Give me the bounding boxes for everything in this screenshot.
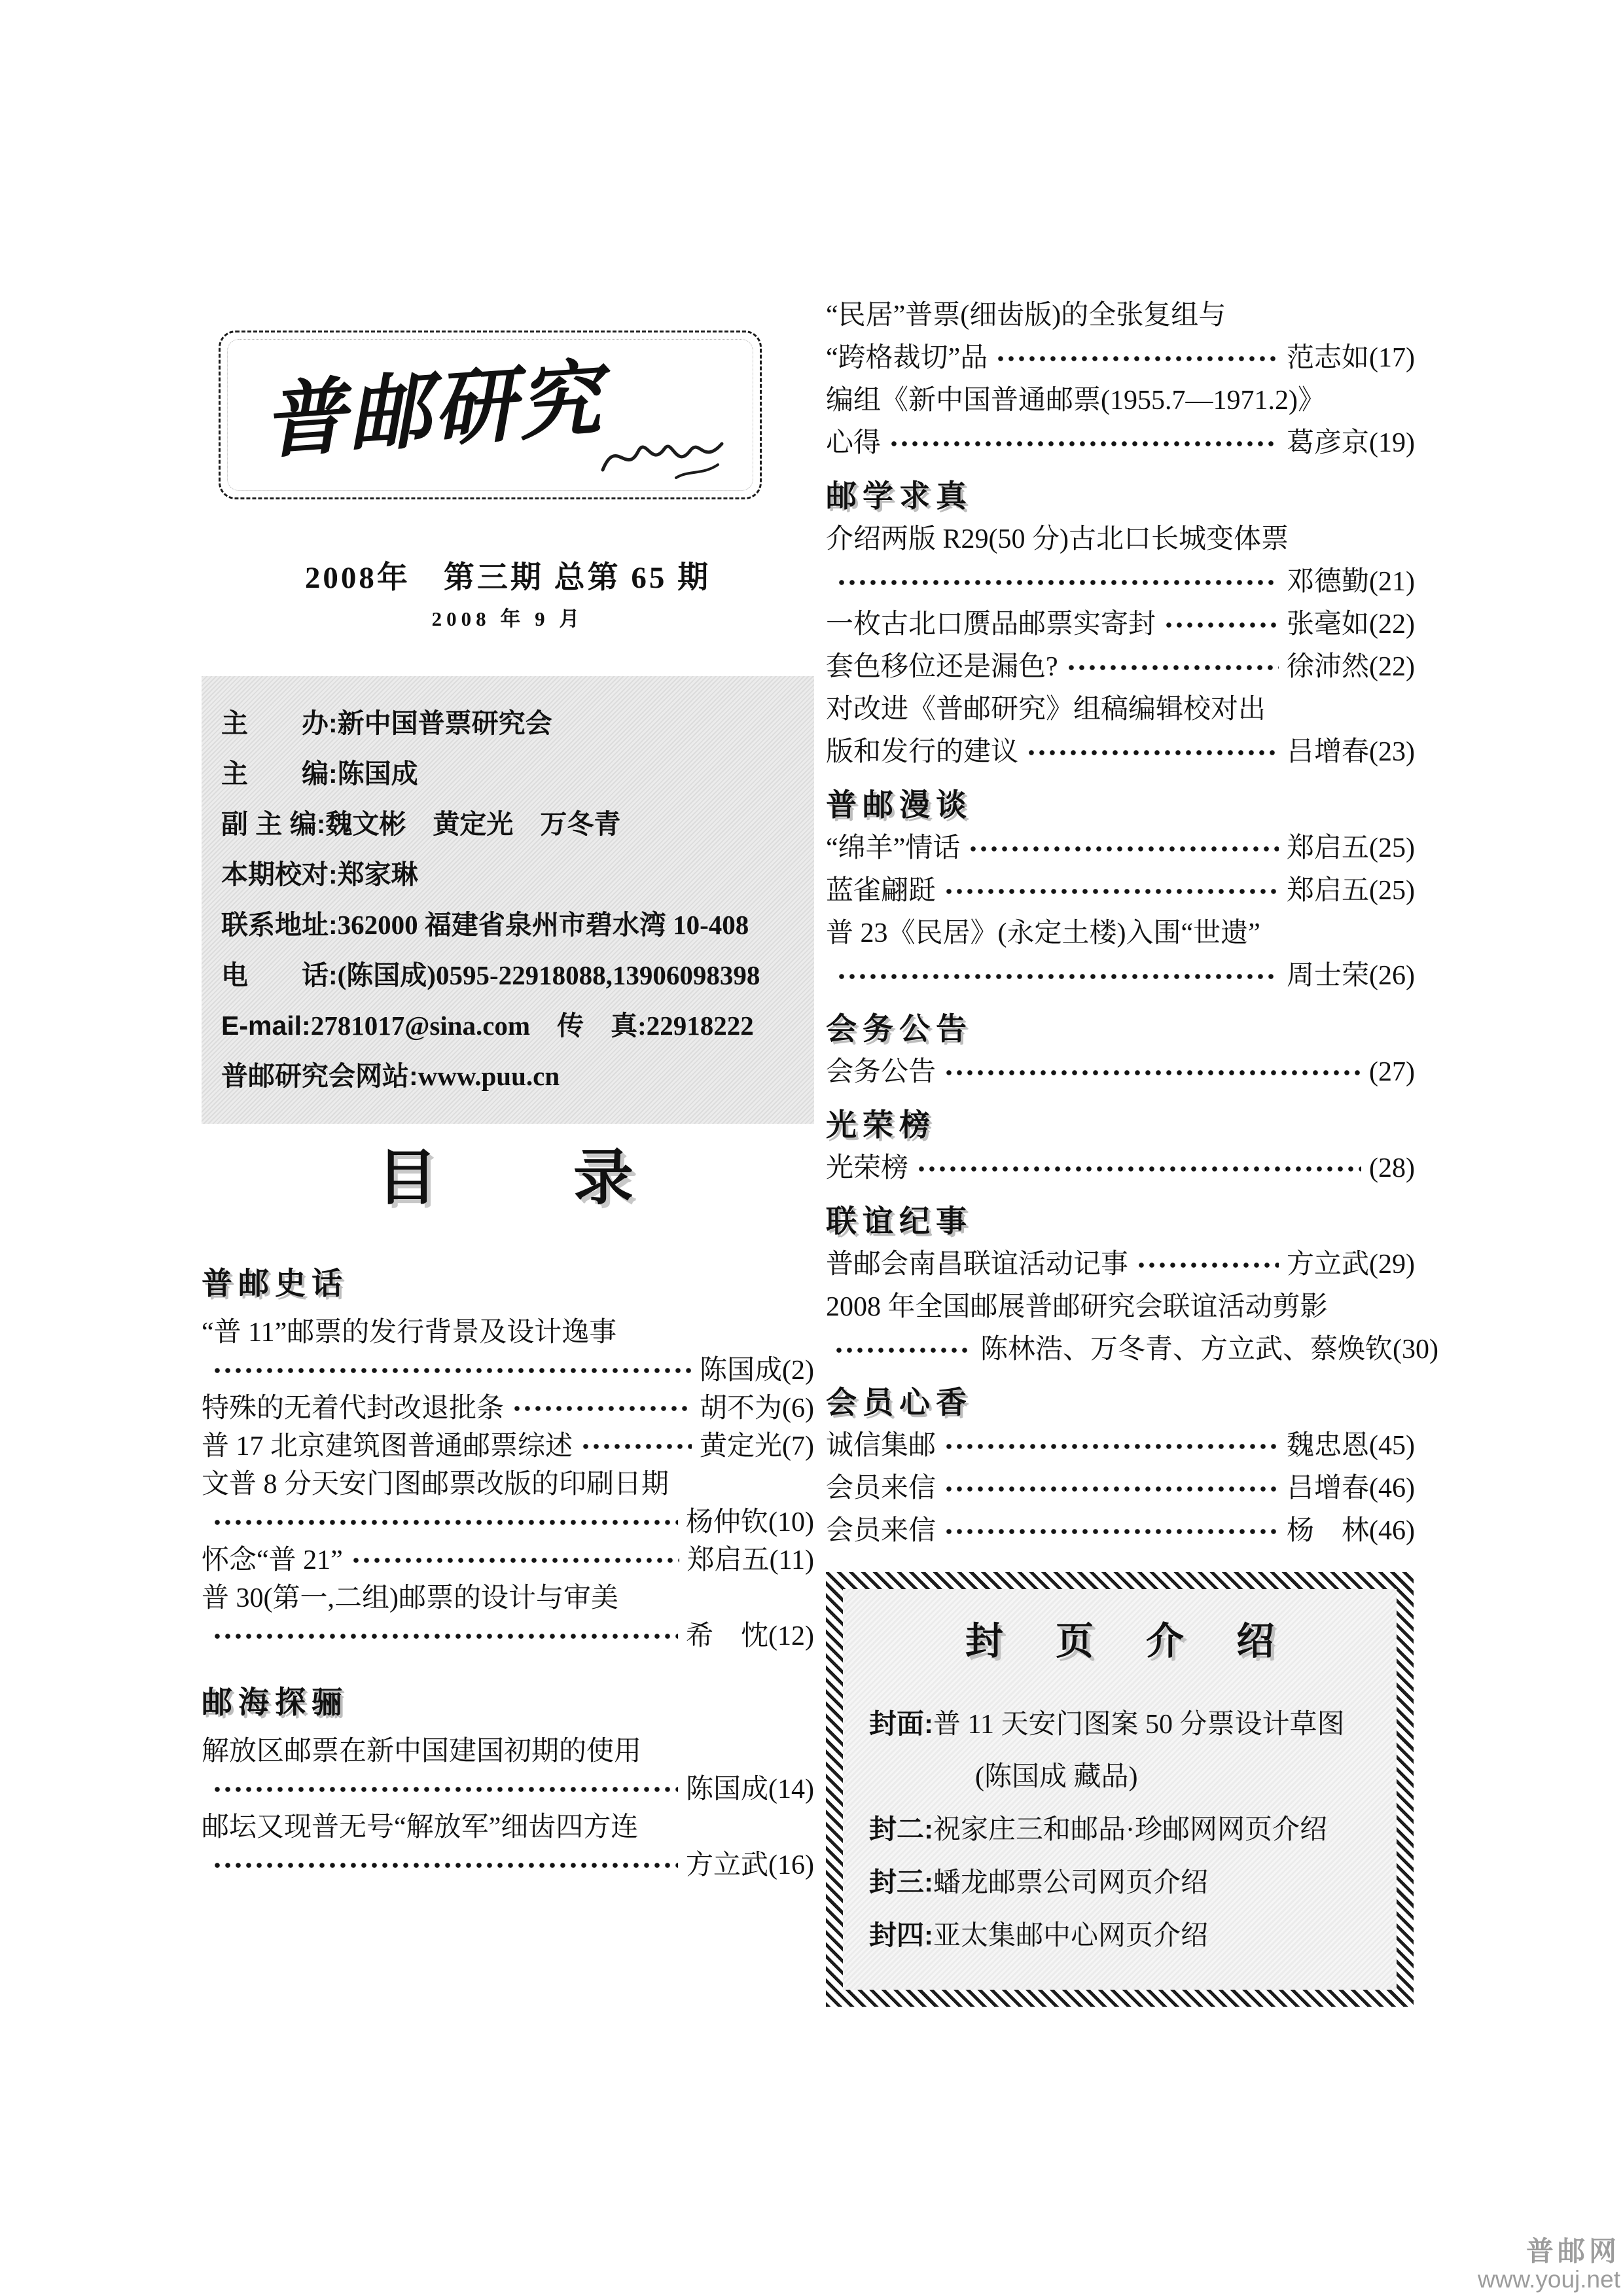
toc-entry	[826, 646, 1415, 689]
watermark-site-name: 普邮网	[1525, 2235, 1620, 2268]
entry-author: 陈国成	[686, 1774, 769, 1804]
entry-author: 葛彦京	[1287, 428, 1370, 458]
entry-page-number: (19)	[1369, 428, 1415, 458]
toc-entry	[202, 1352, 814, 1390]
toc-entry-title	[826, 912, 1415, 955]
cover-item-label: 封四:	[869, 1920, 933, 1950]
info-line-value: www.puu.cn	[418, 1061, 560, 1091]
toc-entry	[202, 1541, 814, 1579]
section-header: 会员心香	[826, 1385, 972, 1420]
entry-title-text: 特殊的无着代封改退批条	[202, 1393, 505, 1424]
toc-entry-title	[826, 518, 1415, 561]
entry-page-number: (27)	[1369, 1057, 1415, 1087]
info-line	[221, 850, 794, 900]
toc-entry-title	[826, 689, 1415, 731]
right-column	[826, 295, 1438, 2007]
toc-entry	[826, 561, 1415, 603]
toc-entry	[202, 1770, 814, 1808]
toc-right-sections	[826, 295, 1438, 1552]
entry-title-text: 会务公告	[826, 1057, 936, 1087]
entry-page-number: (12)	[768, 1621, 814, 1651]
toc-entry-title	[826, 295, 1415, 337]
cover-item-text: (陈国成 藏品)	[975, 1762, 1138, 1792]
info-line-label: E-mail:	[221, 1011, 311, 1041]
entry-title-text: “普 11”邮票的发行背景及设计逸事	[202, 1318, 617, 1348]
entry-title-text: 普 17 北京建筑图普通邮票综述	[202, 1431, 573, 1462]
entry-title-text: 普 23《民居》(永定土楼)入围“世遗”	[826, 918, 1260, 948]
toc-entry	[826, 337, 1415, 380]
toc-section	[826, 1199, 1438, 1371]
entry-author: 希 忱	[686, 1621, 769, 1651]
entry-page-number: (10)	[768, 1507, 814, 1537]
dots-leader	[1026, 747, 1279, 758]
info-line	[221, 950, 794, 1001]
entry-title-text: 普 30(第一,二组)邮票的设计与审美	[202, 1583, 618, 1613]
entry-page-number: (26)	[1369, 961, 1415, 991]
cover-item	[869, 1803, 1370, 1856]
section-header: 普邮史话	[202, 1266, 348, 1300]
dots-leader	[836, 971, 1279, 982]
toc-entry-authors	[826, 1329, 1438, 1371]
dots-leader	[212, 1860, 678, 1871]
dots-leader	[351, 1555, 679, 1566]
entry-author: 张毫如	[1287, 609, 1370, 639]
entry-author: 方立武	[686, 1850, 769, 1880]
issue-date: 2008 年 9 月	[431, 607, 584, 630]
entry-page-number: (29)	[1369, 1249, 1415, 1280]
toc-entry-title	[202, 1465, 814, 1503]
entry-title-text: 介绍两版 R29(50 分)古北口长城变体票	[826, 524, 1289, 554]
entry-author: 吕增春	[1287, 737, 1370, 767]
info-line-label: 电 话:	[221, 960, 338, 990]
toc-section	[826, 474, 1415, 774]
entry-title-text: “绵羊”情话	[826, 833, 961, 863]
entry-title-text: 一枚古北口赝品邮票实寄封	[826, 609, 1156, 639]
info-line	[221, 799, 794, 850]
entry-page-number: (6)	[782, 1393, 814, 1424]
entry-author: 胡不为	[700, 1393, 783, 1424]
info-line	[221, 1051, 794, 1102]
dots-leader	[916, 1164, 1361, 1174]
journal-logo-calligraphy: 普邮研究	[260, 350, 607, 470]
toc-left-sections	[202, 1263, 814, 1884]
entry-title-text: 普邮会南昌联谊活动记事	[826, 1249, 1129, 1280]
dots-leader	[968, 844, 1279, 854]
toc-entry	[826, 827, 1415, 870]
toc-entry-title	[202, 1732, 814, 1770]
entry-page-number: (45)	[1369, 1431, 1415, 1461]
dots-leader	[944, 1526, 1279, 1537]
watermark-site-url: www.youj.net	[1478, 2266, 1620, 2293]
toc-entry-title	[202, 1579, 814, 1617]
toc-entry-title	[826, 1286, 1415, 1329]
info-line	[221, 900, 794, 950]
entry-page-number: (22)	[1369, 609, 1415, 639]
site-watermark	[1478, 2236, 1620, 2293]
toc-section	[826, 1380, 1415, 1552]
toc-entry-title	[202, 1314, 814, 1352]
entry-author: 邓德勤	[1287, 567, 1370, 597]
info-line-value: 362000 福建省泉州市碧水湾 10-408	[337, 910, 749, 940]
entry-page-number: (22)	[1369, 652, 1415, 682]
info-line-value: 陈国成	[337, 759, 418, 789]
toc-entry	[826, 955, 1415, 997]
info-line-label: 副 主 编:	[221, 809, 326, 839]
dots-leader	[834, 1345, 972, 1355]
toc-entry-title	[202, 1808, 814, 1846]
toc-section	[826, 295, 1415, 465]
entry-page-number: (25)	[1369, 876, 1415, 906]
entry-author: 范志如	[1287, 343, 1370, 373]
toc-entry-title	[826, 380, 1415, 422]
info-line	[221, 749, 794, 799]
info-line-value: (陈国成)0595-22918088,13906098398	[337, 960, 760, 990]
cover-item-label: 封面:	[869, 1708, 933, 1739]
entry-author: 陈国成	[700, 1355, 783, 1386]
dots-leader	[889, 439, 1279, 449]
cover-item-text: 普 11 天安门图案 50 分票设计草图	[933, 1710, 1345, 1740]
dots-leader	[944, 1067, 1361, 1078]
cover-pages-box	[826, 1572, 1414, 2007]
dots-leader	[836, 577, 1279, 588]
section-header: 会务公告	[826, 1011, 972, 1046]
toc-section	[826, 783, 1415, 997]
dots-leader	[1136, 1260, 1279, 1270]
cover-item	[869, 1856, 1370, 1909]
left-column	[202, 331, 814, 1884]
cover-item-text: 祝家庄三和邮品·珍邮网网页介绍	[933, 1815, 1327, 1845]
toc-title: 目 录	[376, 1145, 639, 1211]
toc-section	[202, 1263, 814, 1655]
entry-title-text: 会员来信	[826, 1516, 936, 1546]
entry-title-text: “民居”普票(细齿版)的全张复组与	[826, 300, 1226, 331]
dots-leader	[512, 1403, 692, 1414]
dots-leader	[580, 1441, 692, 1452]
dots-leader	[1066, 662, 1279, 673]
section-header: 联谊纪事	[826, 1204, 972, 1238]
entry-title-text: 诚信集邮	[826, 1431, 936, 1461]
entry-title-text: 2008 年全国邮展普邮研究会联谊活动剪影	[826, 1292, 1328, 1322]
entry-title-text: 蓝雀翩跹	[826, 876, 936, 906]
entry-page-number: (7)	[782, 1431, 814, 1462]
section-header: 邮海探骊	[202, 1685, 348, 1719]
toc-entry	[202, 1617, 814, 1655]
info-line-value: 新中国普票研究会	[337, 708, 552, 738]
section-header: 普邮漫谈	[826, 787, 972, 822]
entry-author: 郑启五	[687, 1545, 770, 1575]
entry-page-number: (21)	[1369, 567, 1415, 597]
journal-logo-box	[219, 331, 762, 499]
entry-author: 黄定光	[700, 1431, 783, 1462]
section-header: 邮学求真	[826, 478, 972, 513]
toc-entry	[826, 1147, 1415, 1190]
publication-info-box	[202, 676, 814, 1124]
dots-leader	[944, 1441, 1279, 1452]
toc-entry	[202, 1846, 814, 1884]
toc-entry	[826, 422, 1415, 465]
toc-entry	[826, 603, 1415, 646]
toc-entry	[826, 1510, 1415, 1552]
info-line-label: 联系地址:	[221, 910, 338, 940]
entry-author: 魏忠恩	[1287, 1431, 1370, 1461]
entry-title-text: 解放区邮票在新中国建国初期的使用	[202, 1736, 642, 1767]
dots-leader	[944, 886, 1279, 897]
toc-section	[202, 1681, 814, 1884]
info-line-value: 郑家琳	[337, 859, 418, 889]
toc-entry	[826, 1425, 1415, 1467]
cover-item-text: 蟠龙邮票公司网页介绍	[933, 1868, 1209, 1898]
cover-item	[869, 1698, 1370, 1751]
entry-author: 杨 林	[1287, 1516, 1370, 1546]
cover-box-title: 封 页 介 绍	[965, 1620, 1296, 1662]
info-line-value: 2781017@sina.com 传 真:22918222	[310, 1011, 754, 1041]
cover-items	[869, 1698, 1370, 1962]
entry-title-text: 会员来信	[826, 1473, 936, 1503]
entry-author: 杨仲钦	[686, 1507, 769, 1537]
section-header: 光荣榜	[826, 1107, 936, 1142]
dots-leader	[995, 353, 1279, 364]
cover-item	[869, 1909, 1370, 1962]
toc-entry	[202, 1503, 814, 1541]
entry-title-text: 光荣榜	[826, 1153, 909, 1183]
toc-entry	[826, 1051, 1415, 1094]
dots-leader	[1164, 620, 1279, 630]
entry-title-text: 邮坛又现普无号“解放军”细齿四方连	[202, 1812, 639, 1842]
entry-title-text: 套色移位还是漏色?	[826, 652, 1058, 682]
issue-line: 2008年 第三期 总第 65 期	[304, 561, 711, 595]
cover-item-label: 封三:	[869, 1867, 933, 1897]
entry-page-number: (46)	[1369, 1473, 1415, 1503]
cover-item-label: 封二:	[869, 1814, 933, 1844]
entry-author: 周士荣	[1287, 961, 1370, 991]
entry-page-number: (17)	[1369, 343, 1415, 373]
dots-leader	[212, 1365, 692, 1376]
toc-section	[826, 1103, 1415, 1190]
entry-author-list: 陈林浩、万冬青、方立武、蔡焕钦(30)	[980, 1335, 1438, 1365]
info-line-label: 主 办:	[221, 708, 338, 738]
entry-page-number: (16)	[768, 1850, 814, 1880]
entry-author: 郑启五	[1287, 876, 1370, 906]
toc-section	[826, 1007, 1415, 1094]
dots-leader	[212, 1631, 678, 1641]
cover-item-text: 亚太集邮中心网页介绍	[933, 1921, 1209, 1951]
dots-leader	[212, 1784, 678, 1795]
info-line	[221, 1001, 794, 1051]
entry-author: 郑启五	[1287, 833, 1370, 863]
toc-entry	[202, 1390, 814, 1427]
info-line	[221, 698, 794, 749]
toc-entry	[826, 1467, 1415, 1510]
toc-entry	[826, 731, 1415, 774]
entry-title-text: 对改进《普邮研究》组稿编辑校对出	[826, 694, 1266, 725]
info-line-label: 普邮研究会网站:	[221, 1061, 418, 1091]
entry-title-text: “跨格裁切”品	[826, 343, 988, 373]
info-line-label: 主 编:	[221, 759, 338, 789]
entry-author: 徐沛然	[1287, 652, 1370, 682]
entry-title-text: 心得	[826, 428, 882, 458]
info-line-label: 本期校对:	[221, 859, 338, 889]
entry-title-text: 编组《新中国普通邮票(1955.7—1971.2)》	[826, 386, 1325, 416]
entry-page-number: (2)	[782, 1355, 814, 1386]
cover-item	[869, 1751, 1370, 1803]
toc-entry	[202, 1427, 814, 1465]
dots-leader	[944, 1484, 1279, 1494]
info-line-value: 魏文彬 黄定光 万冬青	[325, 809, 621, 839]
entry-page-number: (23)	[1369, 737, 1415, 767]
entry-author: 方立武	[1287, 1249, 1370, 1280]
toc-entry	[826, 1244, 1415, 1286]
dots-leader	[212, 1517, 678, 1528]
entry-title-text: 怀念“普 21”	[202, 1545, 343, 1575]
entry-title-text: 文普 8 分天安门图邮票改版的印刷日期	[202, 1469, 669, 1499]
entry-page-number: (28)	[1369, 1153, 1415, 1183]
entry-title-text: 版和发行的建议	[826, 737, 1019, 767]
signature-mark	[597, 424, 728, 490]
toc-entry	[826, 870, 1415, 912]
entry-page-number: (25)	[1369, 833, 1415, 863]
entry-author: 吕增春	[1287, 1473, 1370, 1503]
entry-page-number: (11)	[769, 1545, 814, 1575]
entry-page-number: (46)	[1369, 1516, 1415, 1546]
entry-page-number: (14)	[768, 1774, 814, 1804]
